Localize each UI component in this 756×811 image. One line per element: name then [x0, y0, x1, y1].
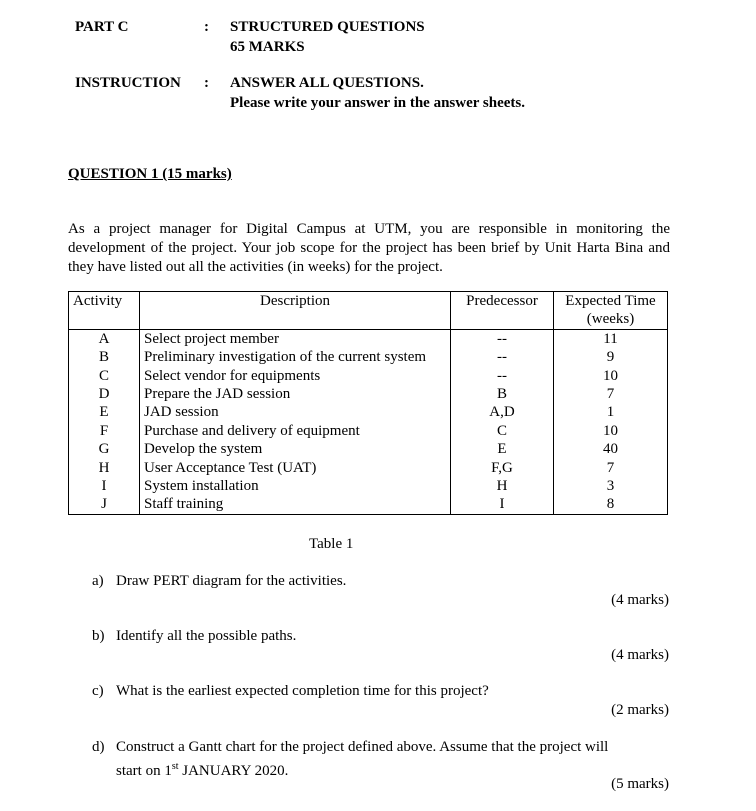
cell-description: Prepare the JAD session — [140, 385, 451, 403]
instruction-line-2: Please write your answer in the answer sheets. — [230, 95, 525, 111]
cell-time: 10 — [554, 367, 668, 385]
part-title: STRUCTURED QUESTIONS — [230, 19, 425, 35]
cell-description: System installation — [140, 477, 451, 495]
instruction-line-1: ANSWER ALL QUESTIONS. — [230, 75, 424, 91]
cell-description: Select vendor for equipments — [140, 367, 451, 385]
table-header-row — [69, 292, 668, 330]
cell-time: 7 — [554, 385, 668, 403]
date-suffix: JANUARY 2020. — [178, 763, 289, 779]
cell-activity: I — [69, 477, 140, 495]
part-colon: : — [204, 19, 209, 35]
cell-activity: H — [69, 459, 140, 477]
table-caption: Table 1 — [309, 536, 354, 552]
cell-predecessor: -- — [451, 329, 554, 348]
cell-description: User Acceptance Test (UAT) — [140, 459, 451, 477]
table-row — [69, 367, 668, 385]
cell-description: Staff training — [140, 495, 451, 514]
instruction-label: INSTRUCTION — [75, 75, 181, 91]
table-row — [69, 329, 668, 348]
sub-question-c-marks: (2 marks) — [611, 702, 669, 718]
cell-time: 3 — [554, 477, 668, 495]
cell-description: Select project member — [140, 329, 451, 348]
cell-activity: G — [69, 440, 140, 458]
header-expected-line-1: Expected Time — [565, 293, 656, 309]
question-title: QUESTION 1 (15 marks) — [68, 166, 232, 182]
sub-question-a-label: a) — [92, 573, 104, 589]
cell-predecessor: -- — [451, 348, 554, 366]
cell-predecessor: C — [451, 422, 554, 440]
part-label: PART C — [75, 19, 129, 35]
sub-question-d-text-line-2 — [116, 757, 288, 781]
sub-question-c-text: What is the earliest expected completion time for this project? — [116, 683, 489, 699]
cell-time: 9 — [554, 348, 668, 366]
sub-question-a-marks: (4 marks) — [611, 592, 669, 608]
cell-predecessor: A,D — [451, 403, 554, 421]
sub-question-b-marks: (4 marks) — [611, 647, 669, 663]
table-row — [69, 403, 668, 421]
table-row — [69, 459, 668, 477]
cell-predecessor: H — [451, 477, 554, 495]
sub-question-a-text: Draw PERT diagram for the activities. — [116, 573, 347, 589]
cell-description: JAD session — [140, 403, 451, 421]
cell-time: 8 — [554, 495, 668, 514]
table-row — [69, 385, 668, 403]
sub-question-b-text: Identify all the possible paths. — [116, 628, 297, 644]
cell-predecessor: I — [451, 495, 554, 514]
cell-activity: D — [69, 385, 140, 403]
cell-activity: E — [69, 403, 140, 421]
cell-activity: C — [69, 367, 140, 385]
cell-description: Develop the system — [140, 440, 451, 458]
header-expected-time — [554, 292, 668, 330]
question-intro: As a project manager for Digital Campus at UTM, you are responsible in monitoring the development of the project. Your job scope for the project has been brief by Unit Harta Bina and they have listed out all the activities (in weeks) for the project. — [68, 221, 670, 275]
cell-activity: J — [69, 495, 140, 514]
table-row — [69, 477, 668, 495]
table-row — [69, 495, 668, 514]
sub-question-b-label: b) — [92, 628, 105, 644]
table-row — [69, 348, 668, 366]
cell-time: 40 — [554, 440, 668, 458]
cell-predecessor: F,G — [451, 459, 554, 477]
part-marks: 65 MARKS — [230, 39, 305, 55]
table-row — [69, 440, 668, 458]
cell-description: Preliminary investigation of the current system — [140, 348, 451, 366]
cell-time: 7 — [554, 459, 668, 477]
header-activity: Activity — [69, 292, 140, 330]
cell-predecessor: -- — [451, 367, 554, 385]
cell-time: 10 — [554, 422, 668, 440]
sub-question-d-text-line-1: Construct a Gantt chart for the project defined above. Assume that the project will — [116, 739, 609, 755]
table-row — [69, 422, 668, 440]
cell-activity: B — [69, 348, 140, 366]
instruction-colon: : — [204, 75, 209, 91]
sub-question-d-marks: (5 marks) — [611, 776, 669, 792]
header-expected-line-2: (weeks) — [586, 311, 635, 328]
date-prefix: start on 1 — [116, 763, 172, 779]
cell-predecessor: B — [451, 385, 554, 403]
activity-table — [68, 291, 668, 515]
date-ordinal: st — [171, 761, 179, 772]
header-predecessor: Predecessor — [451, 292, 554, 330]
cell-time: 11 — [554, 329, 668, 348]
cell-description: Purchase and delivery of equipment — [140, 422, 451, 440]
header-description: Description — [140, 292, 451, 330]
cell-predecessor: E — [451, 440, 554, 458]
cell-time: 1 — [554, 403, 668, 421]
sub-question-d-label: d) — [92, 739, 105, 755]
sub-question-c-label: c) — [92, 683, 104, 699]
cell-activity: A — [69, 329, 140, 348]
cell-activity: F — [69, 422, 140, 440]
